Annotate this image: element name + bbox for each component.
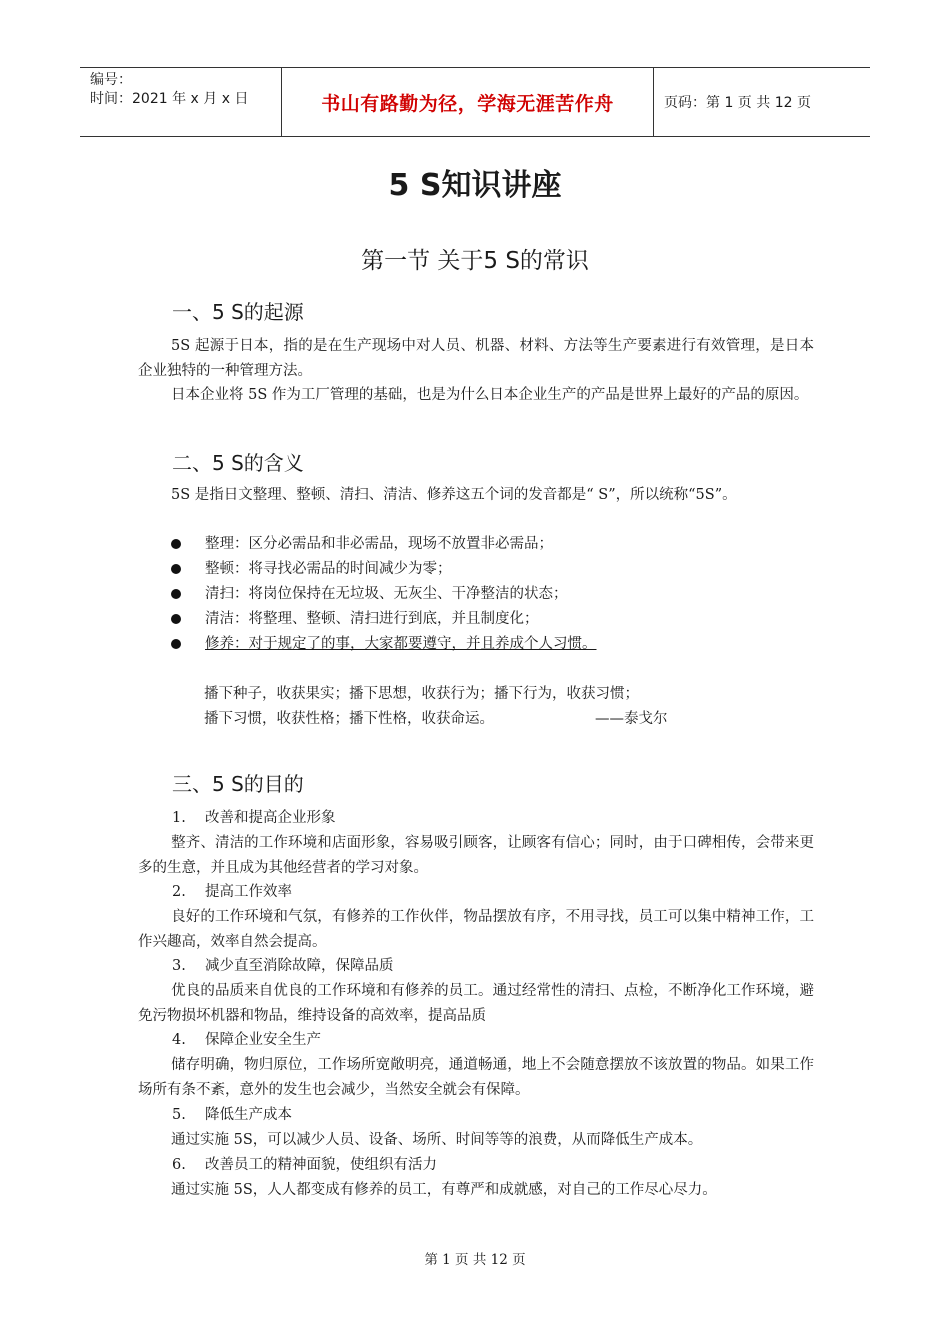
- paragraph: [138, 334, 814, 384]
- header-motto-cell: [281, 68, 654, 136]
- list-item: [171, 607, 539, 632]
- paragraph: 良好的工作环境和气氛，有修养的工作伙伴，物品摆放有序，不用寻找，员工可以集中精神工作，工作兴趣高，效率自然会提高。: [138, 909, 814, 950]
- list-item: [171, 632, 597, 657]
- document-title: 5 S知识讲座: [388, 168, 562, 203]
- list-item: [171, 557, 452, 582]
- meaning-intro: 5S 是指日文整理、整顿、清扫、清洁、修养这五个词的发音都是“ S”，所以统称“5S”。: [171, 487, 737, 503]
- list-item: [171, 532, 553, 557]
- paragraph: [138, 483, 814, 508]
- origin-p2: 日本企业将 5S 作为工厂管理的基础，也是为什么日本企业生产的产品是世界上最好的产品的原因。: [171, 387, 809, 403]
- origin-p1: 5S 起源于日本，指的是在生产现场中对人员、机器、材料、方法等生产要素进行有效管理，是日本企业独特的一种管理方法。: [138, 338, 814, 379]
- numbered-item-title: 4. 保障企业安全生产: [172, 1032, 321, 1048]
- quote-author: ——泰戈尔: [595, 711, 668, 727]
- bullet-icon: [171, 639, 181, 649]
- bullet-icon: [171, 539, 181, 549]
- numbered-item-title: 3. 减少直至消除故障，保障品质: [172, 958, 394, 974]
- bullet-icon: [171, 564, 181, 574]
- heading-origin: 一、5 S的起源: [172, 300, 304, 324]
- quote-line-1: 播下种子，收获果实；播下思想，收获行为；播下行为，收获习惯；: [204, 686, 639, 702]
- page-footer: 第 1 页 共 12 页: [424, 1252, 526, 1268]
- list-item-text: 整顿：将寻找必需品的时间减少为零；: [205, 561, 452, 577]
- paragraph: [138, 383, 814, 408]
- header-page-cell: [654, 68, 870, 136]
- list-item: [171, 582, 568, 607]
- section-title: 第一节 关于5 S的常识: [361, 248, 589, 274]
- heading-meaning: 二、5 S的含义: [172, 451, 304, 475]
- header-left-cell: [80, 68, 281, 136]
- motto: 书山有路勤为径，学海无涯苦作舟: [321, 92, 614, 115]
- paragraph: 通过实施 5S，可以减少人员、设备、场所、时间等等的浪费，从而降低生产成本。: [171, 1132, 703, 1148]
- bullet-icon: [171, 614, 181, 624]
- list-item-text: 清扫：将岗位保持在无垃圾、无灰尘、干净整洁的状态；: [205, 586, 568, 602]
- numbered-item-title: 6. 改善员工的精神面貌，使组织有活力: [172, 1157, 437, 1173]
- list-item-text: 修养：对于规定了的事，大家都要遵守，并且养成个人习惯。: [205, 636, 597, 652]
- quote-line-2: 播下习惯，收获性格；播下性格，收获命运。: [204, 711, 494, 727]
- number-label: 编号：: [90, 72, 132, 88]
- time-label: 时间：2021 年 x 月 x 日: [90, 91, 249, 107]
- list-item-text: 清洁：将整理、整顿、清扫进行到底，并且制度化；: [205, 611, 539, 627]
- list-item-text: 整理：区分必需品和非必需品，现场不放置非必需品；: [205, 536, 553, 552]
- heading-purpose: 三、5 S的目的: [172, 772, 304, 796]
- header-table: [80, 67, 870, 137]
- numbered-item-title: 2. 提高工作效率: [172, 884, 292, 900]
- paragraph: 储存明确，物归原位，工作场所宽敞明亮，通道畅通，地上不会随意摆放不该放置的物品。如果工作场所有条不紊，意外的发生也会减少，当然安全就会有保障。: [138, 1057, 814, 1098]
- bullet-icon: [171, 589, 181, 599]
- numbered-item-title: 1. 改善和提高企业形象: [172, 810, 336, 826]
- paragraph: 优良的品质来自优良的工作环境和有修养的员工。通过经常性的清扫、点检，不断净化工作环境，避免污物损坏机器和物品，维持设备的高效率，提高品质: [138, 983, 814, 1024]
- numbered-item-title: 5. 降低生产成本: [172, 1107, 292, 1123]
- paragraph: 通过实施 5S，人人都变成有修养的员工，有尊严和成就感，对自己的工作尽心尽力。: [171, 1182, 717, 1198]
- page-info: 页码：第 1 页 共 12 页: [664, 95, 811, 111]
- paragraph: 整齐、清洁的工作环境和店面形象，容易吸引顾客，让顾客有信心；同时，由于口碑相传，会带来更多的生意，并且成为其他经营者的学习对象。: [138, 835, 814, 876]
